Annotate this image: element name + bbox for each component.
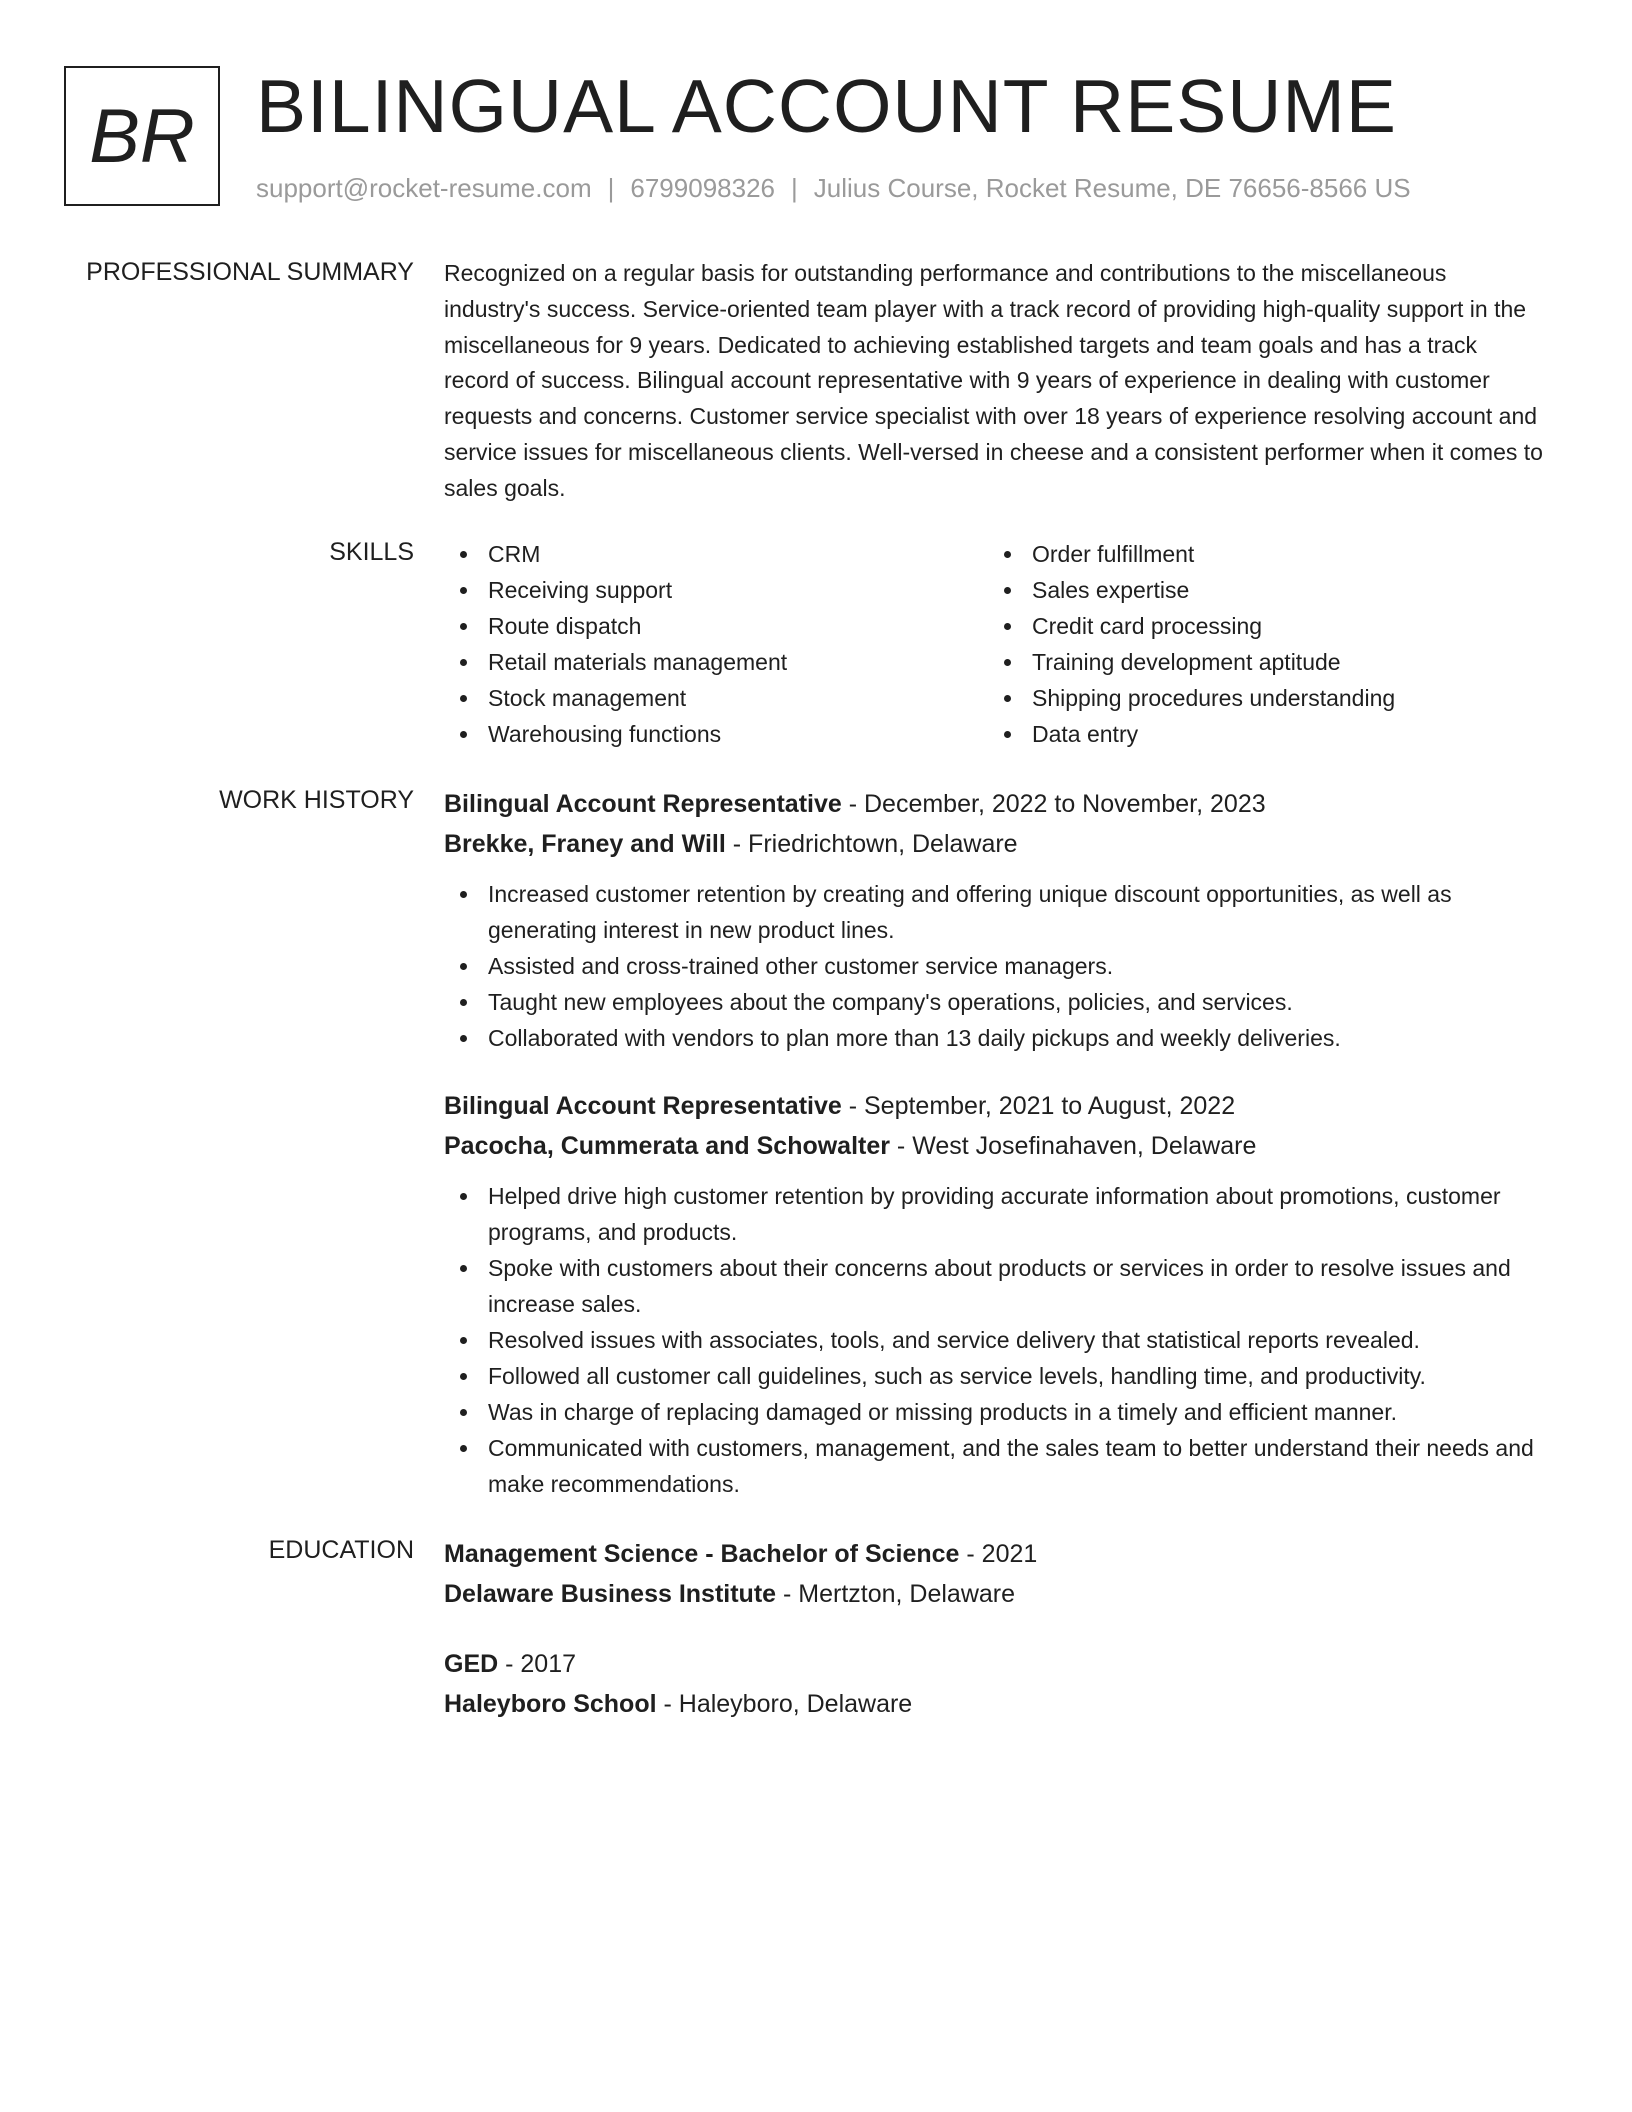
job-entry bbox=[444, 1086, 1544, 1502]
monogram-badge: BR bbox=[64, 66, 220, 206]
job-bullet: Spoke with customers about their concerns about products or services in order to resolve issues and increase sales. bbox=[444, 1250, 1544, 1322]
resume-header bbox=[64, 66, 1584, 208]
degree-line bbox=[444, 1644, 1544, 1684]
skill-item: Order fulfillment bbox=[988, 536, 1528, 572]
skills-list-left bbox=[444, 536, 984, 752]
job-bullet: Was in charge of replacing damaged or missing products in a timely and efficient manner. bbox=[444, 1394, 1544, 1430]
work-body bbox=[444, 784, 1544, 1502]
contact-address: Julius Course, Rocket Resume, DE 76656-8566 US bbox=[813, 173, 1411, 203]
job-bullet: Followed all customer call guidelines, such as service levels, handling time, and productivity. bbox=[444, 1358, 1544, 1394]
skill-item: Route dispatch bbox=[444, 608, 984, 644]
job-bullet: Communicated with customers, management, and the sales team to better understand their needs and make recommendations. bbox=[444, 1430, 1544, 1502]
education-body bbox=[444, 1534, 1544, 1724]
skill-item: Data entry bbox=[988, 716, 1528, 752]
job-bullet: Assisted and cross-trained other customer service managers. bbox=[444, 948, 1544, 984]
degree-line bbox=[444, 1534, 1544, 1574]
skill-item: Credit card processing bbox=[988, 608, 1528, 644]
summary-body bbox=[444, 256, 1544, 507]
job-bullet: Helped drive high customer retention by providing accurate information about promotions, customer programs, and products. bbox=[444, 1178, 1544, 1250]
degree-year: - 2021 bbox=[959, 1540, 1038, 1568]
job-title-line bbox=[444, 1086, 1544, 1126]
job-company: Pacocha, Cummerata and Schowalter bbox=[444, 1132, 890, 1160]
job-bullet: Collaborated with vendors to plan more than 13 daily pickups and weekly deliveries. bbox=[444, 1020, 1544, 1056]
skill-item: Stock management bbox=[444, 680, 984, 716]
school-location: - Haleyboro, Delaware bbox=[656, 1690, 913, 1718]
skill-item: Retail materials management bbox=[444, 644, 984, 680]
job-company-line bbox=[444, 824, 1544, 864]
education-entry bbox=[444, 1534, 1544, 1614]
contact-email: support@rocket-resume.com bbox=[256, 173, 592, 203]
job-dates: - December, 2022 to November, 2023 bbox=[841, 790, 1266, 818]
degree-year: - 2017 bbox=[498, 1650, 577, 1678]
contact-separator: | bbox=[607, 173, 615, 203]
job-location: - West Josefinahaven, Delaware bbox=[889, 1132, 1257, 1160]
skill-item: Warehousing functions bbox=[444, 716, 984, 752]
section-label-work: WORK HISTORY bbox=[219, 786, 414, 814]
skill-item: Sales expertise bbox=[988, 572, 1528, 608]
job-dates: - September, 2021 to August, 2022 bbox=[841, 1092, 1236, 1120]
skills-list-right bbox=[988, 536, 1528, 752]
job-title: Bilingual Account Representative bbox=[444, 1092, 842, 1120]
section-label-summary: PROFESSIONAL SUMMARY bbox=[86, 258, 414, 286]
education-entry bbox=[444, 1644, 1544, 1724]
skill-item: CRM bbox=[444, 536, 984, 572]
school-line bbox=[444, 1684, 1544, 1724]
contact-phone: 6799098326 bbox=[630, 173, 775, 203]
skill-item: Training development aptitude bbox=[988, 644, 1528, 680]
section-label-skills: SKILLS bbox=[329, 538, 414, 566]
resume-title: BILINGUAL ACCOUNT RESUME bbox=[256, 64, 1397, 148]
school-name: Delaware Business Institute bbox=[444, 1580, 777, 1608]
job-title-line bbox=[444, 784, 1544, 824]
job-bullets bbox=[444, 1178, 1544, 1502]
job-bullet: Taught new employees about the company's operations, policies, and services. bbox=[444, 984, 1544, 1020]
job-bullets bbox=[444, 876, 1544, 1056]
job-company-line bbox=[444, 1126, 1544, 1166]
school-name: Haleyboro School bbox=[444, 1690, 657, 1718]
degree-name: GED bbox=[444, 1650, 499, 1678]
contact-line bbox=[256, 172, 1411, 204]
job-entry bbox=[444, 784, 1544, 1056]
skill-item: Shipping procedures understanding bbox=[988, 680, 1528, 716]
job-bullet: Increased customer retention by creating and offering unique discount opportunities, as well as generating interest in new product lines. bbox=[444, 876, 1544, 948]
job-location: - Friedrichtown, Delaware bbox=[725, 830, 1018, 858]
summary-text: Recognized on a regular basis for outstanding performance and contributions to the miscellaneous industry's success. Service-oriented team player with a track record of providing high-quality support in the miscellaneous for 9 years. Dedicated to achieving established targets and team goals and has a track record of success. Bilingual account representative with 9 years of experience in dealing with customer requests and concerns. Customer service specialist with over 18 years of experience resolving account and service issues for miscellaneous clients. Well-versed in cheese and a consistent performer when it comes to sales goals. bbox=[444, 260, 1543, 501]
job-company: Brekke, Franey and Will bbox=[444, 830, 726, 858]
contact-separator: | bbox=[791, 173, 798, 203]
section-label-education: EDUCATION bbox=[268, 1536, 414, 1564]
job-title: Bilingual Account Representative bbox=[444, 790, 842, 818]
school-location: - Mertzton, Delaware bbox=[776, 1580, 1016, 1608]
degree-name: Management Science - Bachelor of Science bbox=[444, 1540, 960, 1568]
skill-item: Receiving support bbox=[444, 572, 984, 608]
job-bullet: Resolved issues with associates, tools, and service delivery that statistical reports revealed. bbox=[444, 1322, 1544, 1358]
school-line bbox=[444, 1574, 1544, 1614]
